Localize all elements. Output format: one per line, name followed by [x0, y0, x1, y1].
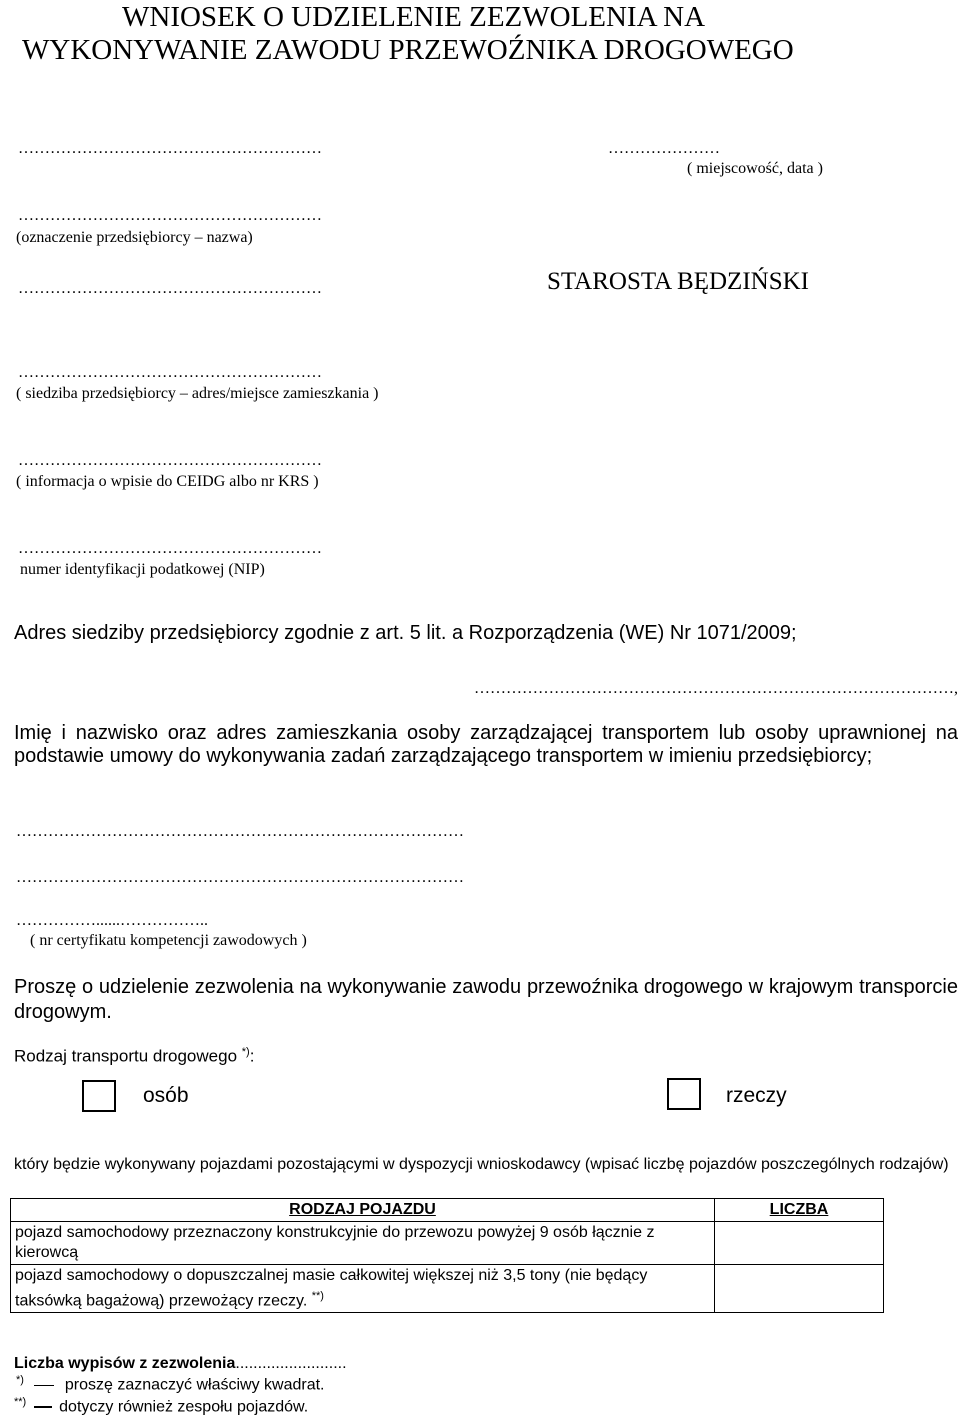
request-text: Proszę o udzielenie zezwolenia na wykonywanie zawodu przewoźnika drogowego w krajowym transporcie drogowym. [14, 976, 958, 1023]
address-seat-heading: Adres siedziby przedsiębiorcy zgodnie z art. 5 lit. a Rozporządzenia (WE) Nr 1071/2009; [14, 622, 797, 644]
manager-blank-1[interactable]: ………………………………………………………………………… [16, 823, 464, 840]
footnote-1-dash [34, 1385, 54, 1386]
vehicle-type-cell [11, 1222, 715, 1265]
vehicles-intro: który będzie wykonywany pojazdami pozostającymi w dyspozycji wnioskodawcy (wpisać liczbę pojazdów poszczególnych rodzajów) [14, 1156, 949, 1173]
vehicle-type-text: pojazd samochodowy przeznaczony konstrukcyjnie do przewozu powyżej 9 osób łącznie z kierowcą [15, 1224, 655, 1261]
goods-checkbox[interactable] [667, 1078, 701, 1110]
persons-checkbox[interactable] [82, 1080, 116, 1112]
form-title-line1: WNIOSEK O UDZIELENIE ZEZWOLENIA NA [122, 1, 706, 33]
footnote-1 [16, 1374, 325, 1394]
address-seat-blank[interactable]: ………………………………………………………………………………, [474, 680, 958, 697]
transport-type-colon: : [249, 1046, 255, 1066]
footnote-2-text: dotyczy również zespołu pojazdów. [59, 1398, 309, 1416]
vehicle-type-footnote-mark: **) [311, 1290, 324, 1302]
transport-type-label [14, 1046, 254, 1067]
nip-blank[interactable]: ………………………………………………… [18, 540, 322, 557]
extracts-line [14, 1355, 347, 1373]
vehicle-type-cell [11, 1265, 715, 1313]
company-name-blank-3[interactable]: ………………………………………………… [18, 280, 322, 297]
table-row [11, 1265, 884, 1313]
place-date-label: ( miejscowość, data ) [687, 160, 823, 177]
vehicles-table-header-row [11, 1199, 884, 1222]
company-name-blank-1[interactable]: ………………………………………………… [18, 140, 322, 157]
header-vehicle-count: LICZBA [715, 1199, 884, 1222]
nip-label: numer identyfikacji podatkowej (NIP) [20, 561, 265, 578]
company-name-label: (oznaczenie przedsiębiorcy – nazwa) [16, 229, 253, 246]
goods-option-label: rzeczy [726, 1084, 787, 1107]
certificate-label: ( nr certyfikatu kompetencji zawodowych ) [30, 932, 307, 949]
footnote-2-dash [34, 1406, 52, 1408]
footnote-1-mark: *) [16, 1374, 24, 1386]
persons-option-label: osób [143, 1084, 189, 1107]
transport-manager-heading: Imię i nazwisko oraz adres zamieszkania osoby zarządzającej transportem lub osoby uprawnionej na podstawie umowy do wykonywania zadań zarządzającego transportem w imieniu przedsiębiorcy; [14, 722, 958, 767]
header-vehicle-type: RODZAJ POJAZDU [11, 1199, 715, 1222]
certificate-blank[interactable]: ……………......…………….. [16, 912, 208, 929]
recipient: STAROSTA BĘDZIŃSKI [547, 268, 809, 295]
extracts-blank[interactable]: ......................... [235, 1355, 347, 1372]
ceidg-label: ( informacja o wpisie do CEIDG albo nr KRS ) [16, 473, 319, 490]
company-name-blank-2[interactable]: ………………………………………………… [18, 207, 322, 224]
table-row [11, 1222, 884, 1265]
manager-blank-2[interactable]: ………………………………………………………………………… [16, 869, 464, 886]
vehicle-count-cell[interactable] [715, 1222, 884, 1265]
place-date-blank[interactable]: ………………… [608, 140, 720, 157]
vehicle-count-cell[interactable] [715, 1265, 884, 1313]
transport-type-footnote-mark: *) [241, 1046, 250, 1058]
vehicle-type-text: pojazd samochodowy o dopuszczalnej masie całkowitej większej niż 3,5 tony (nie będący taksówką bagażową) przewożący rzeczy. [15, 1267, 648, 1310]
vehicles-table [10, 1198, 884, 1313]
seat-label: ( siedziba przedsiębiorcy – adres/miejsce zamieszkania ) [16, 385, 379, 402]
seat-blank[interactable]: ………………………………………………… [18, 364, 322, 381]
footnote-2-mark: **) [14, 1396, 27, 1408]
footnote-1-text: proszę zaznaczyć właściwy kwadrat. [64, 1376, 325, 1394]
footnote-2 [14, 1396, 308, 1416]
transport-type-text: Rodzaj transportu drogowego [14, 1046, 238, 1066]
ceidg-blank[interactable]: ………………………………………………… [18, 452, 322, 469]
extracts-label: Liczba wypisów z zezwolenia [14, 1355, 236, 1372]
form-title-line2: WYKONYWANIE ZAWODU PRZEWOŹNIKA DROGOWEGO [22, 34, 794, 66]
